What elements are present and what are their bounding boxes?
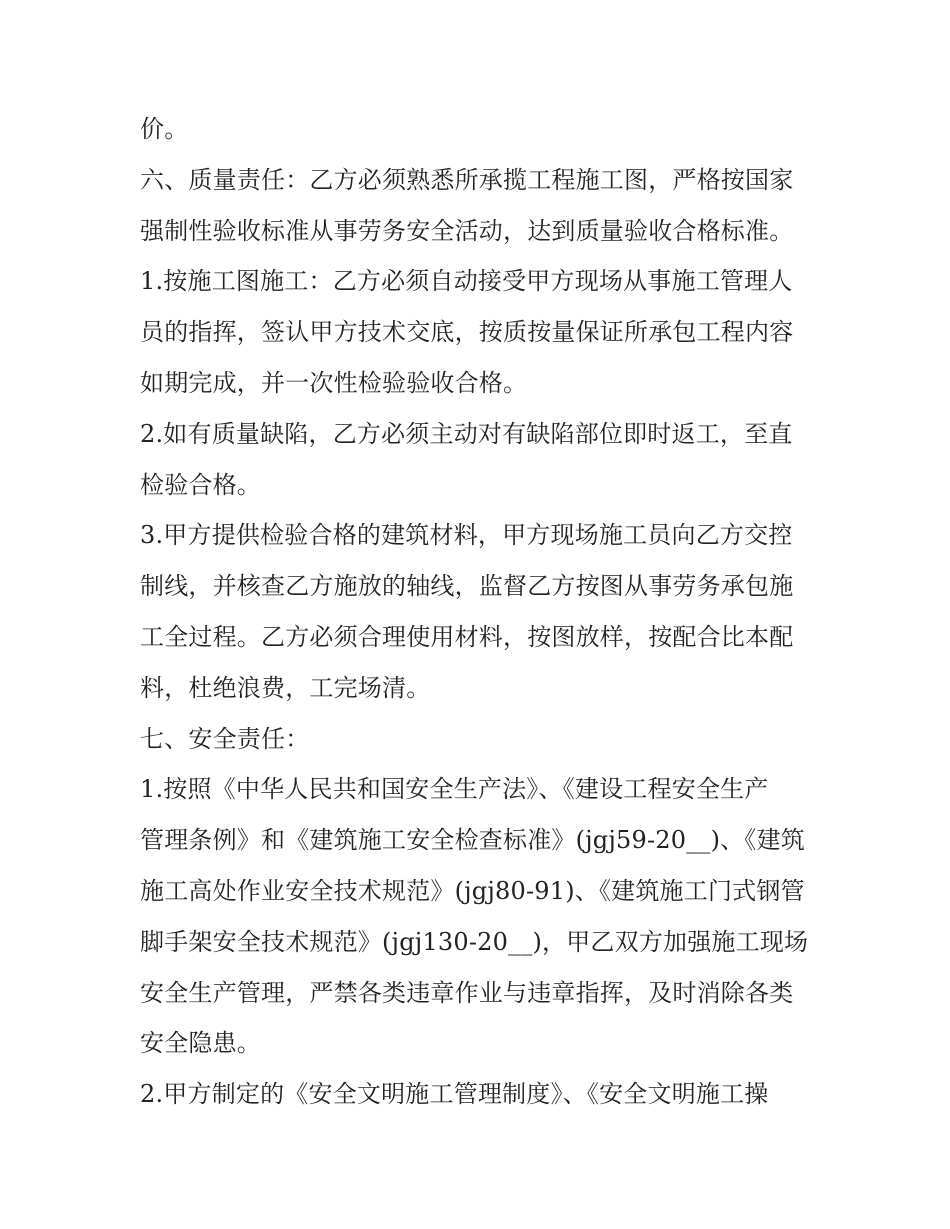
- text-line: 脚手架安全技术规范》(jgj130-20__)，甲乙双方加强施工现场: [140, 927, 809, 956]
- text-line: 2.甲方制定的《安全文明施工管理制度》、《安全文明施工操: [140, 1080, 769, 1109]
- text-line: 工全过程。乙方必须合理使用材料，按图放样，按配合比本配: [140, 622, 794, 651]
- text-line: 强制性验收标准从事劳务安全活动，达到质量验收合格标准。: [140, 216, 794, 245]
- text-line: 3.甲方提供检验合格的建筑材料，甲方现场施工员向乙方交控: [140, 521, 793, 550]
- text-line: 安全隐患。: [140, 1029, 261, 1058]
- text-line: 六、质量责任：乙方必须熟悉所承揽工程施工图，严格按国家: [140, 165, 794, 194]
- text-line: 料，杜绝浪费，工完场清。: [140, 673, 431, 702]
- text-line: 七、安全责任：: [140, 724, 310, 753]
- text-line: 1.按施工图施工：乙方必须自动接受甲方现场从事施工管理人: [140, 267, 793, 296]
- text-line: 价。: [140, 115, 189, 143]
- text-line: 检验合格。: [140, 470, 261, 499]
- text-line: 施工高处作业安全技术规范》(jgj80-91)、《建筑施工门式钢管: [140, 876, 805, 905]
- text-line: 如期完成，并一次性检验验收合格。: [140, 368, 528, 397]
- document-body: [140, 104, 820, 1120]
- text-line: 管理条例》和《建筑施工安全检查标准》(jgj59-20__)、《建筑: [140, 826, 805, 855]
- text-line: 员的指挥，签认甲方技术交底，按质按量保证所承包工程内容: [140, 318, 794, 347]
- text-line: 1.按照《中华人民共和国安全生产法》、《建设工程安全生产: [140, 775, 769, 804]
- text-line: 制线，并核查乙方施放的轴线，监督乙方按图从事劳务承包施: [140, 572, 794, 601]
- text-line: 安全生产管理，严禁各类违章作业与违章指挥，及时消除各类: [140, 978, 794, 1007]
- text-line: 2.如有质量缺陷，乙方必须主动对有缺陷部位即时返工，至直: [140, 419, 793, 448]
